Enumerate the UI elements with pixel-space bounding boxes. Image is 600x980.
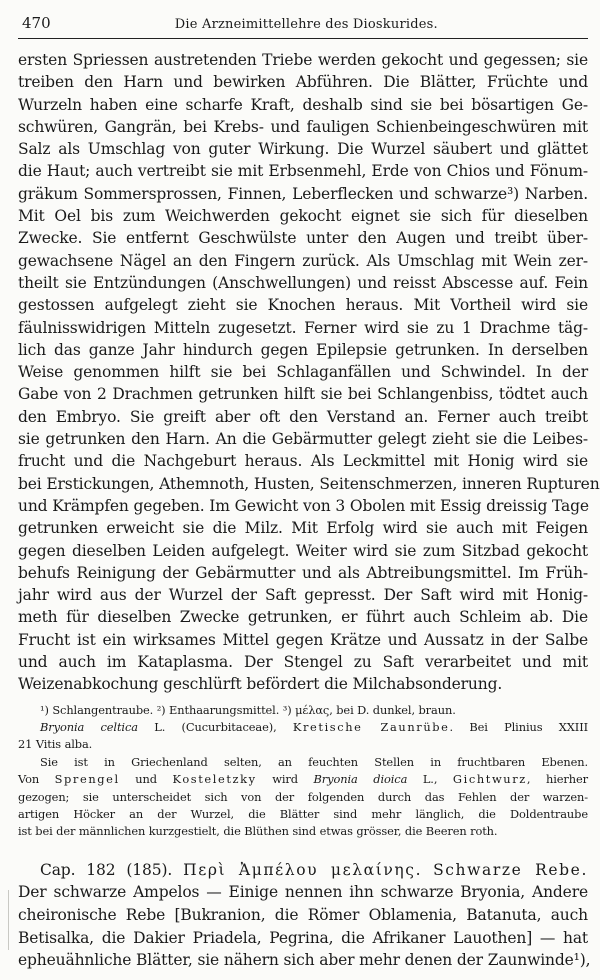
footnote-line: gezogen; sie unterscheidet sich von der folgenden durch das Fehlen der warzen- <box>18 789 588 804</box>
text-line: Wurzeln haben eine scharfe Kraft, deshalb sind sie bei bösartigen Ge- <box>18 95 588 114</box>
text-line: den Embryo. Sie greift aber oft den Verstand an. Ferner auch treibt <box>18 407 588 426</box>
text-line: Betisalka, die Dakier Priadela, Pegrina, die Afrikaner Lauothen] — hat <box>18 928 588 947</box>
footnote-line: Von Sprengel und Kosteletzky wird Bryonia dioica L., Gichtwurz, hierher <box>18 772 588 787</box>
text-line: gewachsene Nägel an den Fingern zurück. Als Umschlag mit Wein zer- <box>18 251 588 270</box>
common-name: Kretische Zaunrübe <box>292 720 450 734</box>
text-line: theilt sie Entzündungen (Anschwellungen) und reisst Abscesse auf. Fein <box>18 273 588 292</box>
main-text <box>18 49 600 696</box>
book-page <box>18 14 600 972</box>
chapter-heading: Cap. 182 (185). Περὶ Ἀμπέλου μελαίνης. Schwarze Rebe. <box>40 860 588 879</box>
text-line: Salz als Umschlag von guter Wirkung. Die Wurzel säubert und glättet <box>18 140 588 159</box>
text-line: lich das ganze Jahr hindurch gegen Epilepsie getrunken. In derselben <box>18 340 588 359</box>
text-line: und Krämpfen gegeben. Im Gewicht von 3 Obolen mit Essig dreissig Tage <box>18 496 589 515</box>
running-header <box>18 14 588 39</box>
text-line: Der schwarze Ampelos — Einige nennen ihn schwarze Bryonia, Andere <box>18 883 588 902</box>
text-line: gräkum Sommersprossen, Finnen, Leberflecken und schwarze³) Narben. <box>18 184 588 203</box>
common-name: Gichtwurz <box>452 772 527 787</box>
species-name: Bryonia dioica <box>313 772 408 787</box>
text-line: fäulnisswidrigen Mitteln zugesetzt. Ferner wird sie zu 1 Drachme täg- <box>18 318 588 337</box>
text-line: gegen dieselben Leiden aufgelegt. Weiter wird sie zum Sitzbad gekocht <box>18 541 588 560</box>
text-line: Weizenabkochung geschlürft befördert die Milchabsonderung. <box>18 675 503 694</box>
text-line: treiben den Harn und bewirken Abführen. Die Blätter, Früchte und <box>18 73 588 92</box>
text-line: Gabe von 2 Drachmen getrunken hilft sie bei Schlangenbiss, tödtet auch <box>18 385 588 404</box>
text-line: sie getrunken den Harn. An die Gebärmutter gelegt zieht sie die Leibes- <box>18 430 588 449</box>
text-line: bei Erstickungen, Athemnoth, Husten, Seitenschmerzen, inneren Rupturen <box>18 474 600 493</box>
text-line: Mit Oel bis zum Weichwerden gekocht eignet sie sich für dieselben <box>18 207 588 226</box>
page-number: 470 <box>22 14 51 32</box>
margin-mark <box>8 890 9 950</box>
chapter-title: Schwarze Rebe. <box>433 860 588 879</box>
text-line: Weise genommen hilft sie bei Schlaganfällen und Schwindel. In der <box>18 363 588 382</box>
footnote-line: 21 Vitis alba. <box>18 737 93 752</box>
text-line: meth für dieselben Zwecke getrunken, er führt auch Schleim ab. Die <box>18 608 588 627</box>
text-line: behufs Reinigung der Gebärmutter und als Abtreibungsmittel. Im Früh- <box>18 563 588 582</box>
footnote-line: Sie ist in Griechenland selten, an feuchten Stellen in fruchtbaren Ebenen. <box>40 754 588 769</box>
text-line: die Haut; auch vertreibt sie mit Erbsenmehl, Erde von Chios und Fönum- <box>18 162 588 181</box>
text-line: Zwecke. Sie entfernt Geschwülste unter den Augen und treibt über- <box>18 229 588 248</box>
author-name: Sprengel <box>54 772 120 787</box>
text-line: gestossen aufgelegt zieht sie Knochen heraus. Mit Vortheil wird sie <box>18 296 588 315</box>
text-line: ersten Spriessen austretenden Triebe werden gekocht und gegessen; sie <box>18 51 588 69</box>
species-name: Bryonia celtica <box>40 720 138 734</box>
author-name: Kosteletzky <box>172 772 257 787</box>
footnote-line: ist bei der männlichen kurzgestielt, die Blüthen sind etwas grösser, die Beeren roth. <box>18 824 498 839</box>
text-line: frucht und die Nachgeburt heraus. Als Leckmittel mit Honig wird sie <box>18 452 588 471</box>
text-line: getrunken erweicht sie die Milz. Mit Erfolg wird sie auch mit Feigen <box>18 519 588 538</box>
running-title: Die Arzneimittellehre des Dioskurides. <box>174 17 438 32</box>
text-line: cheironische Rebe [Bukranion, die Römer Oblamenia, Batanuta, auch <box>18 905 588 924</box>
text-line: schwüren, Gangrän, bei Krebs- und fauligen Schienbeingeschwüren mit <box>18 117 588 136</box>
text-line: Frucht ist ein wirksames Mittel gegen Krätze und Aussatz in der Salbe <box>18 630 588 649</box>
chapter-section <box>18 859 591 972</box>
footnote-line: ¹) Schlangentraube. ²) Enthaarungsmittel. ³) μέλας, bei D. dunkel, braun. <box>40 702 456 717</box>
footnote-line: Bryonia celtica L. (Cucurbitaceae), Kretische Zaunrübe. Bei Plinius XXIII <box>40 720 588 734</box>
greek-title: Περὶ Ἀμπέλου μελαίνης. <box>183 860 423 879</box>
footnote-line: artigen Höcker an der Wurzel, die Blätter sind mehr länglich, die Doldentraube <box>18 806 588 821</box>
footnotes <box>18 702 588 841</box>
text-line: jahr wird aus der Wurzel der Saft gepresst. Der Saft wird mit Honig- <box>18 586 588 605</box>
chapter-text <box>18 881 591 971</box>
text-line: epheuähnliche Blätter, sie nähern sich aber mehr denen der Zaunwinde¹), <box>18 951 591 970</box>
text-line: und auch im Kataplasma. Der Stengel zu Saft verarbeitet und mit <box>18 653 588 672</box>
